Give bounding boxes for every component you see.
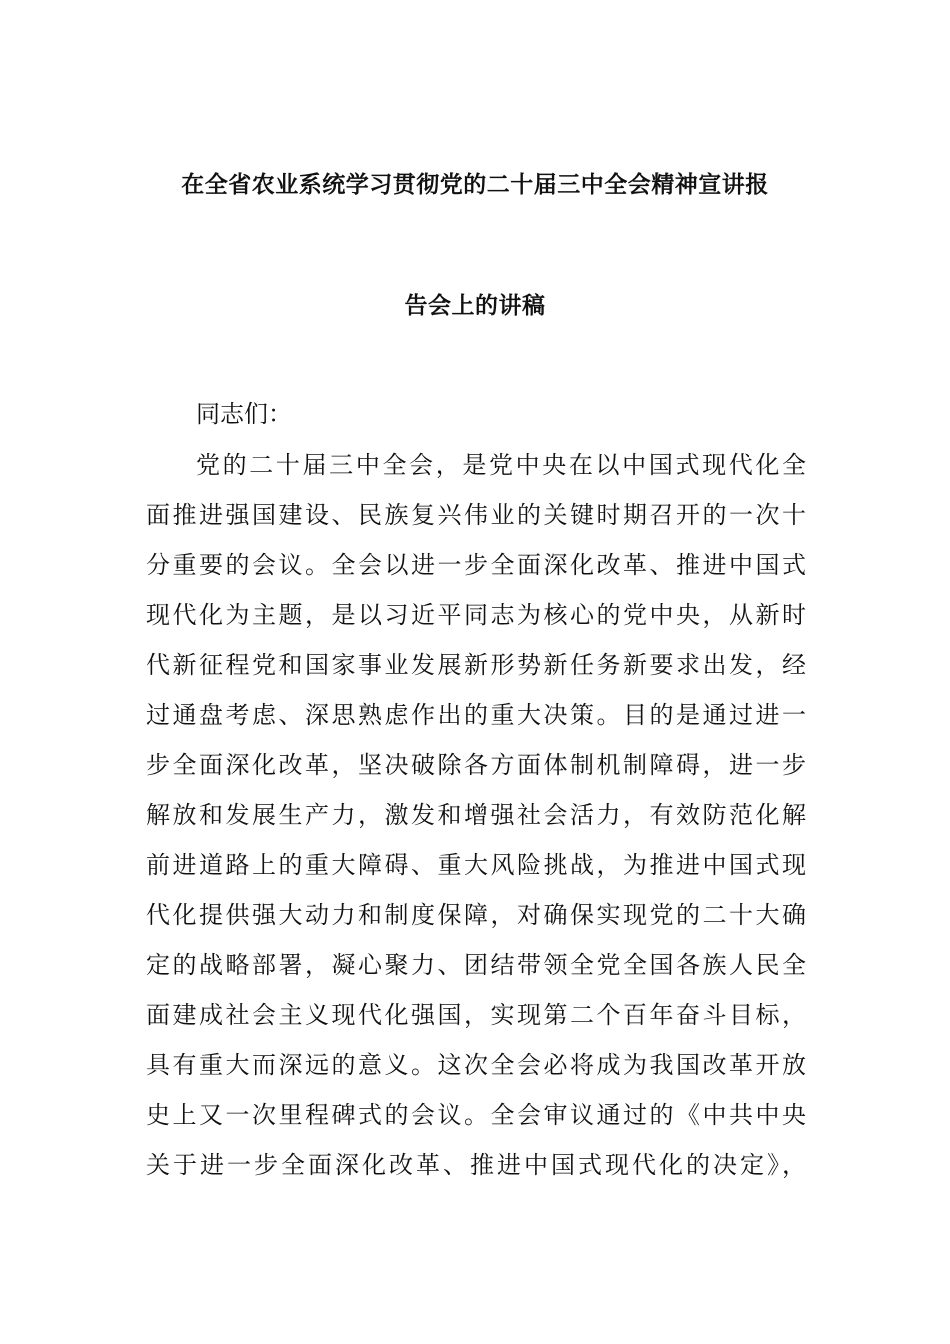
paragraph-line-8: 解放和发展生产力，激发和增强社会活力，有效防范化解: [146, 801, 806, 829]
paragraph-line-10: 代化提供强大动力和制度保障，对确保实现党的二十大确: [146, 901, 806, 929]
paragraph-line-12: 面建成社会主义现代化强国，实现第二个百年奋斗目标，: [146, 1001, 806, 1029]
paragraph-line-7: 步全面深化改革，坚决破除各方面体制机制障碍，进一步: [146, 751, 806, 779]
document-title-line-2: 告会上的讲稿: [404, 293, 546, 319]
paragraph-line-15: 关于进一步全面深化改革、推进中国式现代化的决定》，: [146, 1151, 806, 1179]
paragraph-line-11: 定的战略部署，凝心聚力、团结带领全党全国各族人民全: [146, 951, 806, 979]
paragraph-line-6: 过通盘考虑、深思熟虑作出的重大决策。目的是通过进一: [146, 701, 806, 729]
paragraph-line-3: 分重要的会议。全会以进一步全面深化改革、推进中国式: [146, 551, 806, 579]
paragraph-line-14: 史上又一次里程碑式的会议。全会审议通过的《中共中央: [146, 1101, 806, 1129]
paragraph-line-2: 面推进强国建设、民族复兴伟业的关键时期召开的一次十: [146, 501, 806, 529]
paragraph-line-5: 代新征程党和国家事业发展新形势新任务新要求出发，经: [146, 651, 806, 679]
salutation: 同志们：: [196, 400, 292, 428]
document-title-line-1: 在全省农业系统学习贯彻党的二十届三中全会精神宣讲报: [181, 172, 769, 198]
paragraph-line-4: 现代化为主题，是以习近平同志为核心的党中央，从新时: [146, 601, 806, 629]
paragraph-line-9: 前进道路上的重大障碍、重大风险挑战，为推进中国式现: [146, 851, 806, 879]
paragraph-line-13: 具有重大而深远的意义。这次全会必将成为我国改革开放: [146, 1051, 806, 1079]
paragraph-line-1: 党的二十届三中全会，是党中央在以中国式现代化全: [196, 451, 806, 479]
